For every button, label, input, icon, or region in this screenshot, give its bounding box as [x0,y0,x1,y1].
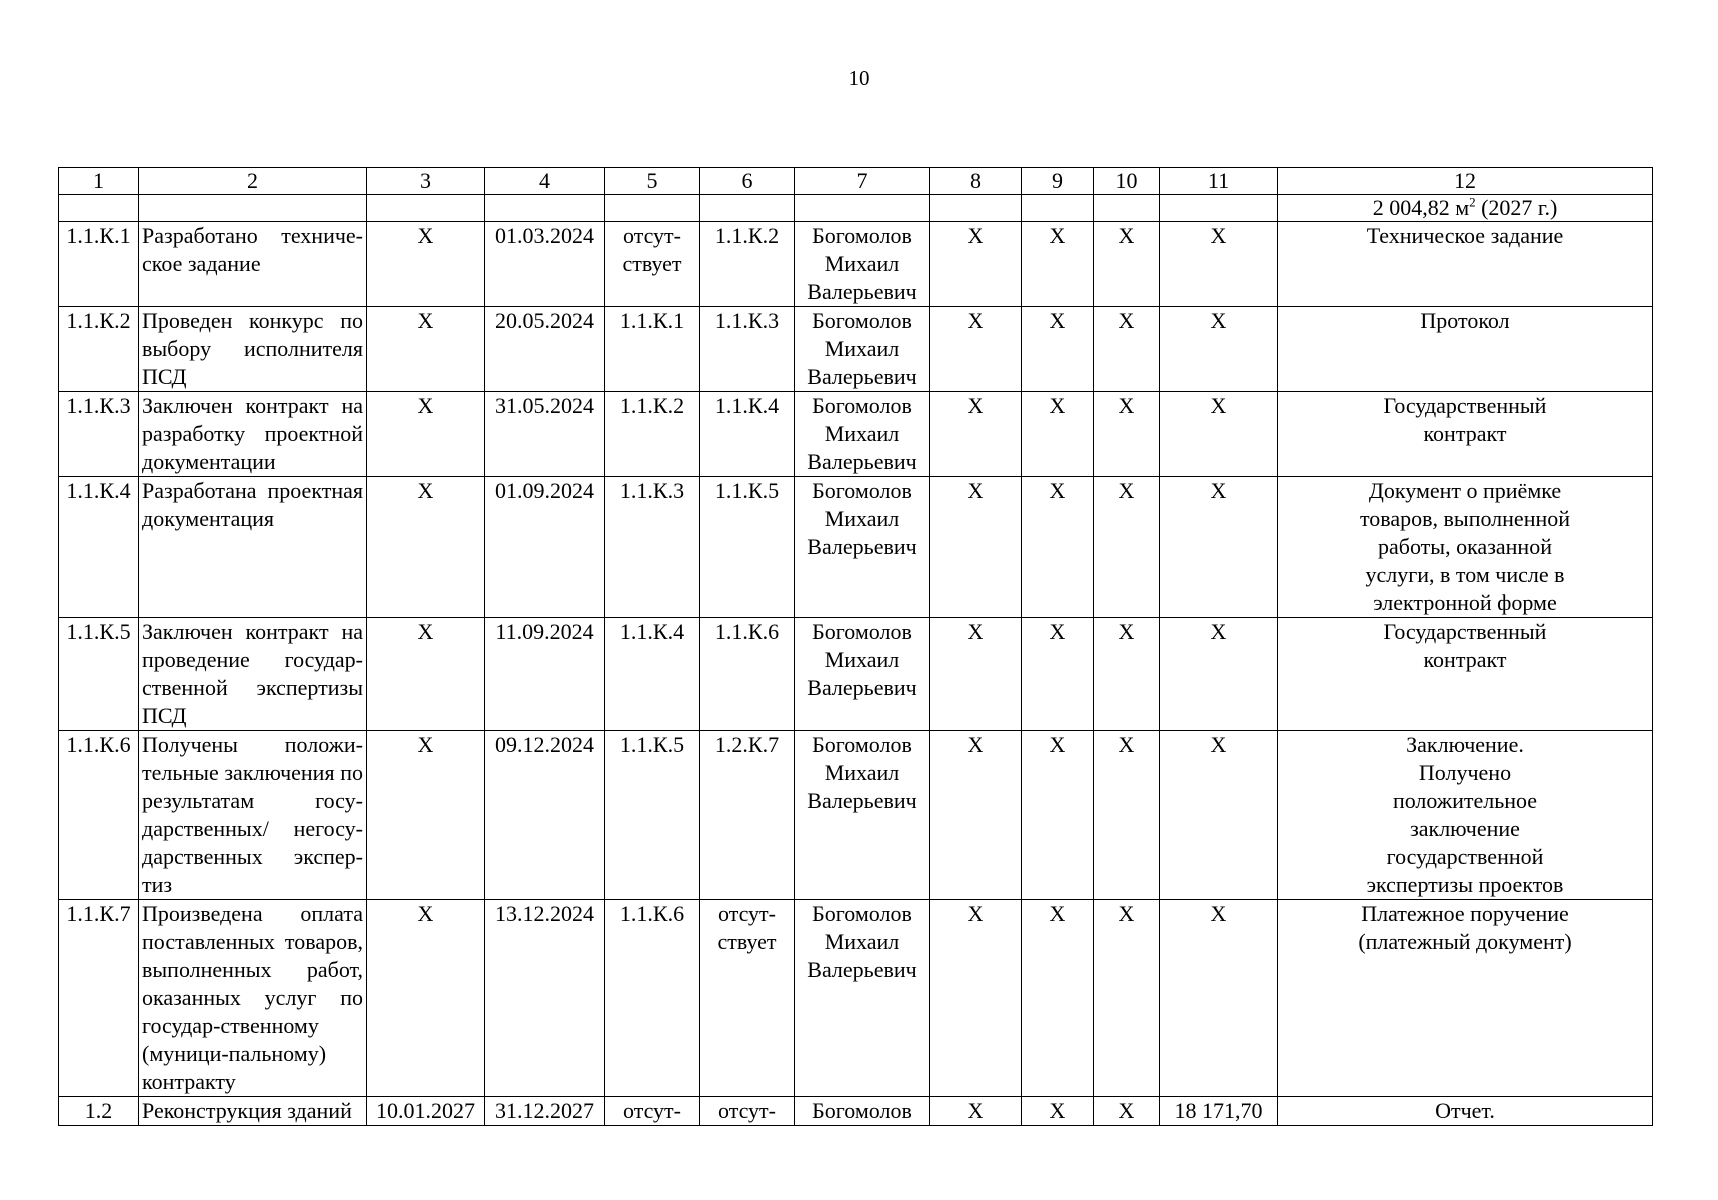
predecessor-line: 1.1.К.2 [619,393,685,418]
column-8-value: Х [930,900,1022,1097]
responsible-person-line: Михаил [824,506,900,531]
result-document [1278,731,1653,900]
completion-date: 01.09.2024 [485,477,605,618]
column-3-value: Х [367,222,485,307]
table-row [59,477,1653,618]
predecessor-line: отсут- [622,223,681,248]
predecessor-line: 1.1.К.5 [619,732,685,757]
responsible-person [795,618,930,731]
predecessor [605,618,700,731]
responsible-person-line: Валерьевич [807,957,917,982]
responsible-person-line: Валерьевич [807,788,917,813]
responsible-person-line: Богомолов [812,732,912,757]
result-document [1278,618,1653,731]
result-document-line: Заключение. [1406,732,1524,757]
column-11-value: Х [1160,392,1278,477]
column-8-value: Х [930,477,1022,618]
column-9-value: Х [1022,731,1094,900]
responsible-person-line: Михаил [824,421,900,446]
column-header-8: 8 [930,168,1022,195]
successor [700,1097,795,1126]
successor [700,222,795,307]
column-9-value: Х [1022,477,1094,618]
column-header-7: 7 [795,168,930,195]
result-document-line: работы, оказанной [1378,534,1552,559]
column-3-value: Х [367,392,485,477]
completion-date: 31.12.2027 [485,1097,605,1126]
successor-line: 1.1.К.2 [714,223,780,248]
table-row [59,731,1653,900]
column-9-value: Х [1022,222,1094,307]
column-3-value: Х [367,731,485,900]
completion-date: 01.03.2024 [485,222,605,307]
column-10-value: Х [1094,307,1160,392]
successor [700,307,795,392]
predecessor [605,477,700,618]
successor-line: 1.1.К.3 [714,308,780,333]
result-document-line: Техническое задание [1366,223,1564,248]
responsible-person-line: Богомолов [812,619,912,644]
result-document-line: Получено [1418,760,1512,785]
row-number: 1.1.К.7 [59,900,139,1097]
responsible-person-line: Богомолов [812,478,912,503]
predecessor [605,392,700,477]
responsible-person-line: Михаил [824,251,900,276]
column-header-3: 3 [367,168,485,195]
column-header-12: 12 [1278,168,1653,195]
completion-date: 31.05.2024 [485,392,605,477]
result-document-line: контракт [1423,421,1507,446]
control-point-name: Разработано техниче-ское задание [139,222,367,307]
row-number: 1.2 [59,1097,139,1126]
result-document-line: Документ о приёмке [1368,478,1562,503]
completion-date: 11.09.2024 [485,618,605,731]
area-note: 2 004,82 $м^2$ (2027 г.) [1278,195,1653,222]
column-10-value: Х [1094,477,1160,618]
successor-line: ствует [717,929,777,954]
column-10-value: Х [1094,392,1160,477]
table-row [59,222,1653,307]
result-document-line: Протокол [1420,308,1510,333]
predecessor [605,1097,700,1126]
responsible-person-line: Михаил [824,929,900,954]
responsible-person [795,731,930,900]
column-3-value: Х [367,900,485,1097]
result-document [1278,307,1653,392]
successor [700,618,795,731]
predecessor-line: 1.1.К.3 [619,478,685,503]
row-number: 1.1.К.5 [59,618,139,731]
column-3-value: Х [367,477,485,618]
column-11-value: Х [1160,900,1278,1097]
responsible-person-line: Богомолов [812,308,912,333]
column-10-value: Х [1094,618,1160,731]
successor-line: 1.1.К.4 [714,393,780,418]
responsible-person [795,900,930,1097]
responsible-person-line: Михаил [824,760,900,785]
result-document [1278,392,1653,477]
predecessor-line: 1.1.К.4 [619,619,685,644]
result-document-line: товаров, выполненной [1359,506,1571,531]
table-row [59,618,1653,731]
predecessor-line: ствует [622,251,682,276]
result-document [1278,222,1653,307]
column-header-5: 5 [605,168,700,195]
successor-line: отсут- [717,901,776,926]
control-point-name: Проведен конкурс по выбору исполнителя ПСД [139,307,367,392]
column-header-6: 6 [700,168,795,195]
column-header-9: 9 [1022,168,1094,195]
row-number: 1.1.К.4 [59,477,139,618]
predecessor-line: отсут- [622,1098,681,1123]
successor-line: 1.2.К.7 [714,732,780,757]
successor [700,477,795,618]
table-row [59,392,1653,477]
responsible-person-line: Богомолов [812,223,912,248]
responsible-person [795,307,930,392]
control-points-table [58,167,1653,1126]
result-document-line: Отчет. [1435,1098,1495,1123]
control-point-name: Заключен контракт на разработку проектной документации [139,392,367,477]
control-point-name: Получены положи-тельные заключения по результатам госу-дарственных/ негосу-дарственных экспер-тиз [139,731,367,900]
responsible-person-line: Валерьевич [807,449,917,474]
result-document-line: Платежное поручение [1361,901,1569,926]
column-10-value: Х [1094,222,1160,307]
result-document [1278,477,1653,618]
control-point-name: Реконструкция зданий [139,1097,367,1126]
result-document-line: электронной форме [1373,590,1557,615]
responsible-person-line: Богомолов [812,393,912,418]
column-9-value: Х [1022,307,1094,392]
responsible-person [795,222,930,307]
column-9-value: Х [1022,900,1094,1097]
column-10-value: Х [1094,900,1160,1097]
result-document-line: услуги, в том числе в [1365,562,1565,587]
successor-line: 1.1.К.6 [714,619,780,644]
responsible-person [795,477,930,618]
predecessor [605,731,700,900]
result-document-line: контракт [1423,647,1507,672]
table-row [59,1097,1653,1126]
column-8-value: Х [930,618,1022,731]
column-11-value: Х [1160,307,1278,392]
row-number: 1.1.К.1 [59,222,139,307]
predecessor [605,222,700,307]
responsible-person-line: Валерьевич [807,364,917,389]
responsible-person-line: Михаил [824,336,900,361]
predecessor-line: 1.1.К.1 [619,308,685,333]
result-document-line: государственной [1386,844,1544,869]
column-8-value: Х [930,731,1022,900]
successor-line: отсут- [717,1098,776,1123]
column-10-value: Х [1094,731,1160,900]
responsible-person [795,392,930,477]
column-header-1: 1 [59,168,139,195]
control-point-name: Заключен контракт на проведение государ-ственной экспертизы ПСД [139,618,367,731]
column-10-value: Х [1094,1097,1160,1126]
page-number: 10 [848,66,870,90]
row-number: 1.1.К.3 [59,392,139,477]
column-11-value: Х [1160,477,1278,618]
responsible-person-line: Валерьевич [807,675,917,700]
column-9-value: Х [1022,618,1094,731]
result-document-line: Государственный [1383,619,1547,644]
table-row [59,900,1653,1097]
column-header-10: 10 [1094,168,1160,195]
column-8-value: Х [930,307,1022,392]
result-document [1278,1097,1653,1126]
result-document-line: Государственный [1383,393,1547,418]
area-note-row [59,195,1653,222]
result-document [1278,900,1653,1097]
column-8-value: Х [930,392,1022,477]
column-9-value: Х [1022,1097,1094,1126]
column-3-value: Х [367,618,485,731]
column-8-value: Х [930,1097,1022,1126]
successor-line: 1.1.К.5 [714,478,780,503]
responsible-person-line: Богомолов [812,1098,912,1123]
completion-date: 20.05.2024 [485,307,605,392]
column-header-2: 2 [139,168,367,195]
column-11-value: Х [1160,222,1278,307]
responsible-person-line: Михаил [824,647,900,672]
control-point-name: Произведена оплата поставленных товаров, выполненных работ, оказанных услуг по государ-ственному (муници-пальному) контракту [139,900,367,1097]
predecessor-line: 1.1.К.6 [619,901,685,926]
row-number: 1.1.К.2 [59,307,139,392]
predecessor [605,900,700,1097]
completion-date: 13.12.2024 [485,900,605,1097]
responsible-person-line: Валерьевич [807,534,917,559]
column-11-value: Х [1160,618,1278,731]
result-document-line: заключение [1410,816,1520,841]
column-8-value: Х [930,222,1022,307]
responsible-person [795,1097,930,1126]
predecessor [605,307,700,392]
successor [700,900,795,1097]
column-11-value: Х [1160,731,1278,900]
successor [700,731,795,900]
column-9-value: Х [1022,392,1094,477]
responsible-person-line: Валерьевич [807,279,917,304]
column-header-4: 4 [485,168,605,195]
row-number: 1.1.К.6 [59,731,139,900]
completion-date: 09.12.2024 [485,731,605,900]
result-document-line: (платежный документ) [1358,929,1572,954]
table-row [59,307,1653,392]
successor [700,392,795,477]
control-point-name: Разработана проектная документация [139,477,367,618]
header-row [59,168,1653,195]
result-document-line: экспертизы проектов [1366,872,1564,897]
column-header-11: 11 [1160,168,1278,195]
column-11-value: 18 171,70 [1160,1097,1278,1126]
column-3-value: Х [367,307,485,392]
result-document-line: положительное [1392,788,1538,813]
responsible-person-line: Богомолов [812,901,912,926]
column-3-value: 10.01.2027 [367,1097,485,1126]
